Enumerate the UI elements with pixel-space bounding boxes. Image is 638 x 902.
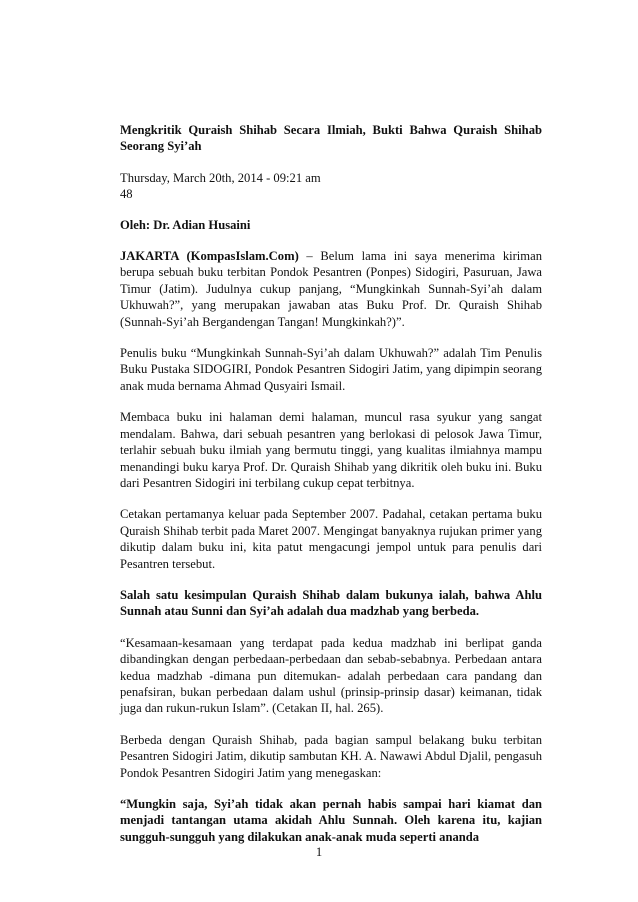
paragraph-2: Penulis buku “Mungkinkah Sunnah-Syi’ah dalam Ukhuwah?” adalah Tim Penulis Buku Pustaka SIDOGIRI, Pondok Pesantren Sidogiri Jatim, yang dipimpin seorang anak muda bernama Ahmad Qusyairi Ismail. bbox=[120, 346, 542, 393]
paragraph-7: Berbeda dengan Quraish Shihab, pada bagian sampul belakang buku terbitan Pesantren Sidogiri Jatim, dikutip sambutan KH. A. Nawawi Abdul Djalil, pengasuh Pondok Pesantren Sidogiri Jatim yang menegaskan: bbox=[120, 732, 542, 780]
article-count: 48 bbox=[120, 187, 133, 202]
paragraph-6: “Kesamaan-kesamaan yang terdapat pada kedua madzhab ini berlipat ganda dibandingkan dengan perbedaan-perbedaan dan sebab-sebabnya. Perbedaan antara kedua madzhab -dimana pun ditemukan- adalah perbedaan cara pandang dan penafsiran, bukan perbedaan dalam ushul (prinsip-prinsip dasar) keimanan, tidak juga dan rukun-rukun Islam”. (Cetakan II, hal. 265). bbox=[120, 635, 542, 716]
paragraph-3: Membaca buku ini halaman demi halaman, muncul rasa syukur yang sangat mendalam. Bahwa, dari sebuah pesantren yang berlokasi di pelosok Jawa Timur, terlahir sebuah buku ilmiah yang bermutu tinggi, yang kualitas ilmiahnya mampu menandingi buku karya Prof. Dr. Quraish Shihab yang dikritik oleh buku ini. Buku dari Pesantren Sidogiri ini terbilang cukup cepat terbitnya. bbox=[120, 410, 542, 490]
article-author: Oleh: Dr. Adian Husaini bbox=[120, 217, 251, 232]
document-body bbox=[120, 122, 542, 860]
article-meta bbox=[120, 170, 542, 203]
article-title: Mengkritik Quraish Shihab Secara Ilmiah, Bukti Bahwa Quraish Shihab Seorang Syi’ah bbox=[120, 123, 542, 154]
paragraph-5: Salah satu kesimpulan Quraish Shihab dalam bukunya ialah, bahwa Ahlu Sunnah atau Sunni dan Syi’ah adalah dua madzhab yang berbeda. bbox=[120, 587, 542, 619]
dateline: JAKARTA (KompasIslam.Com) bbox=[120, 249, 299, 264]
page-number: 1 bbox=[315, 845, 323, 859]
paragraph-1 bbox=[120, 248, 542, 330]
paragraph-1-text: – Belum lama ini saya menerima kiriman berupa sebuah buku terbitan Pondok Pesantren (Ponpes) Sidogiri, Pasuruan, Jawa Timur (Jatim). Judulnya cukup panjang, “Mungkinkah Sunnah-Syi’ah dalam Ukhuwah?”, yang merupakan jawaban atas Buku Prof. Dr. Quraish Shihab (Sunnah-Syi’ah Bergandengan Tangan! Mungkinkah?)”. bbox=[120, 249, 542, 329]
paragraph-4: Cetakan pertamanya keluar pada September 2007. Padahal, cetakan pertama buku Quraish Shihab terbit pada Maret 2007. Mengingat banyaknya rujukan primer yang dikutip dalam buku ini, kita patut mengacungi jempol untuk para penulis dari Pesantren tersebut. bbox=[120, 507, 542, 571]
article-date: Thursday, March 20th, 2014 - 09:21 am bbox=[120, 170, 321, 185]
paragraph-8: “Mungkin saja, Syi’ah tidak akan pernah habis sampai hari kiamat dan menjadi tantangan utama akidah Ahlu Sunnah. Oleh karena itu, kajian sungguh-sungguh yang dilakukan anak-anak muda seperti ananda bbox=[120, 797, 542, 844]
